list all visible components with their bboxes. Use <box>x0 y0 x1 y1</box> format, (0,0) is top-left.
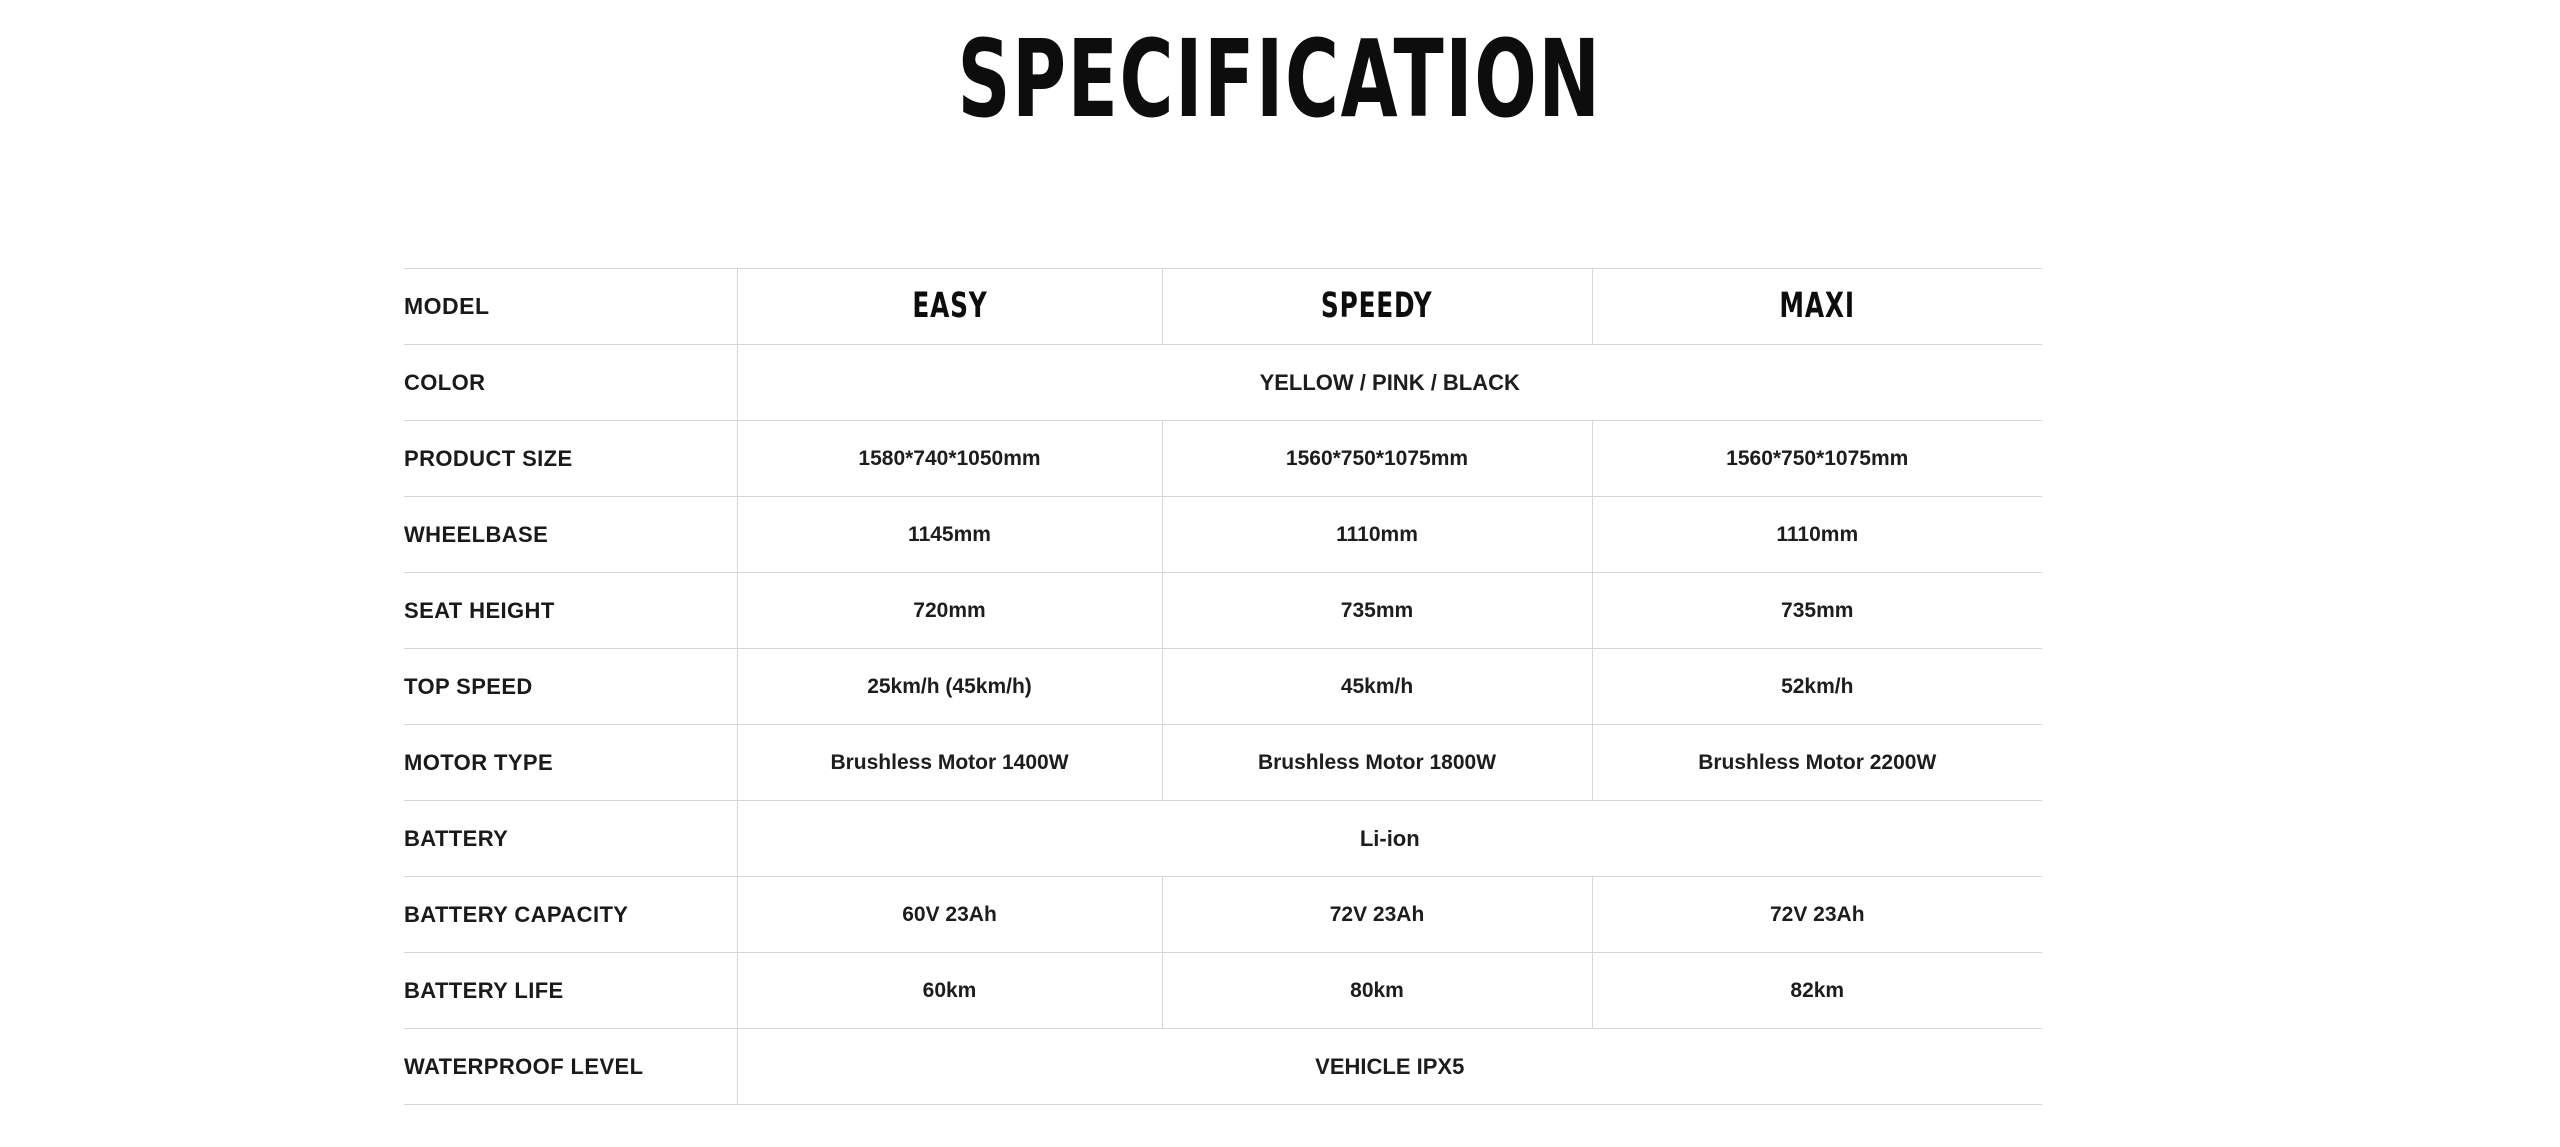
row-value-battery-life-speedy: 80km <box>1162 953 1592 1029</box>
row-value-battery-capacity-maxi: 72V 23Ah <box>1592 877 2042 953</box>
page-title-container <box>0 0 2560 142</box>
row-label-color: COLOR <box>404 345 737 421</box>
table-row-motor-type <box>404 725 2042 801</box>
model-cell-speedy <box>1162 269 1592 345</box>
row-value-top-speed-maxi: 52km/h <box>1592 649 2042 725</box>
table-row-battery-life <box>404 953 2042 1029</box>
table-row-wheelbase <box>404 497 2042 573</box>
row-value-seat-height-speedy: 735mm <box>1162 573 1592 649</box>
row-label-model: MODEL <box>404 269 737 345</box>
model-name-speedy: SPEEDY <box>1321 285 1433 327</box>
row-label-battery-capacity: BATTERY CAPACITY <box>404 877 737 953</box>
row-label-seat-height: SEAT HEIGHT <box>404 573 737 649</box>
row-value-product-size-maxi: 1560*750*1075mm <box>1592 421 2042 497</box>
row-value-wheelbase-speedy: 1110mm <box>1162 497 1592 573</box>
row-label-waterproof-level: WATERPROOF LEVEL <box>404 1029 737 1105</box>
row-value-motor-type-maxi: Brushless Motor 2200W <box>1592 725 2042 801</box>
row-value-color: YELLOW / PINK / BLACK <box>737 345 2042 421</box>
table-row-waterproof-level <box>404 1029 2042 1105</box>
model-name-easy: EASY <box>911 285 988 327</box>
table-row-battery <box>404 801 2042 877</box>
row-label-motor-type: MOTOR TYPE <box>404 725 737 801</box>
table-row-seat-height <box>404 573 2042 649</box>
row-label-top-speed: TOP SPEED <box>404 649 737 725</box>
model-cell-easy <box>737 269 1162 345</box>
row-value-battery-capacity-easy: 60V 23Ah <box>737 877 1162 953</box>
row-value-product-size-easy: 1580*740*1050mm <box>737 421 1162 497</box>
row-value-motor-type-easy: Brushless Motor 1400W <box>737 725 1162 801</box>
row-label-product-size: PRODUCT SIZE <box>404 421 737 497</box>
table-row-model <box>404 269 2042 345</box>
row-value-battery-capacity-speedy: 72V 23Ah <box>1162 877 1592 953</box>
table-row-battery-capacity <box>404 877 2042 953</box>
row-label-battery: BATTERY <box>404 801 737 877</box>
table-row-color <box>404 345 2042 421</box>
row-value-battery-life-easy: 60km <box>737 953 1162 1029</box>
row-value-seat-height-easy: 720mm <box>737 573 1162 649</box>
row-value-battery: Li-ion <box>737 801 2042 877</box>
model-cell-maxi <box>1592 269 2042 345</box>
model-name-maxi: MAXI <box>1779 285 1855 327</box>
row-value-motor-type-speedy: Brushless Motor 1800W <box>1162 725 1592 801</box>
row-value-battery-life-maxi: 82km <box>1592 953 2042 1029</box>
row-value-seat-height-maxi: 735mm <box>1592 573 2042 649</box>
row-label-wheelbase: WHEELBASE <box>404 497 737 573</box>
row-label-battery-life: BATTERY LIFE <box>404 953 737 1029</box>
table-row-product-size <box>404 421 2042 497</box>
table-row-top-speed <box>404 649 2042 725</box>
row-value-top-speed-speedy: 45km/h <box>1162 649 1592 725</box>
row-value-wheelbase-maxi: 1110mm <box>1592 497 2042 573</box>
row-value-waterproof-level: VEHICLE IPX5 <box>737 1029 2042 1105</box>
row-value-top-speed-easy: 25km/h (45km/h) <box>737 649 1162 725</box>
specification-table-container <box>404 268 2042 1105</box>
row-value-product-size-speedy: 1560*750*1075mm <box>1162 421 1592 497</box>
specification-table <box>404 268 2042 1105</box>
row-value-wheelbase-easy: 1145mm <box>737 497 1162 573</box>
page-title: SPECIFICATION <box>957 17 1603 142</box>
